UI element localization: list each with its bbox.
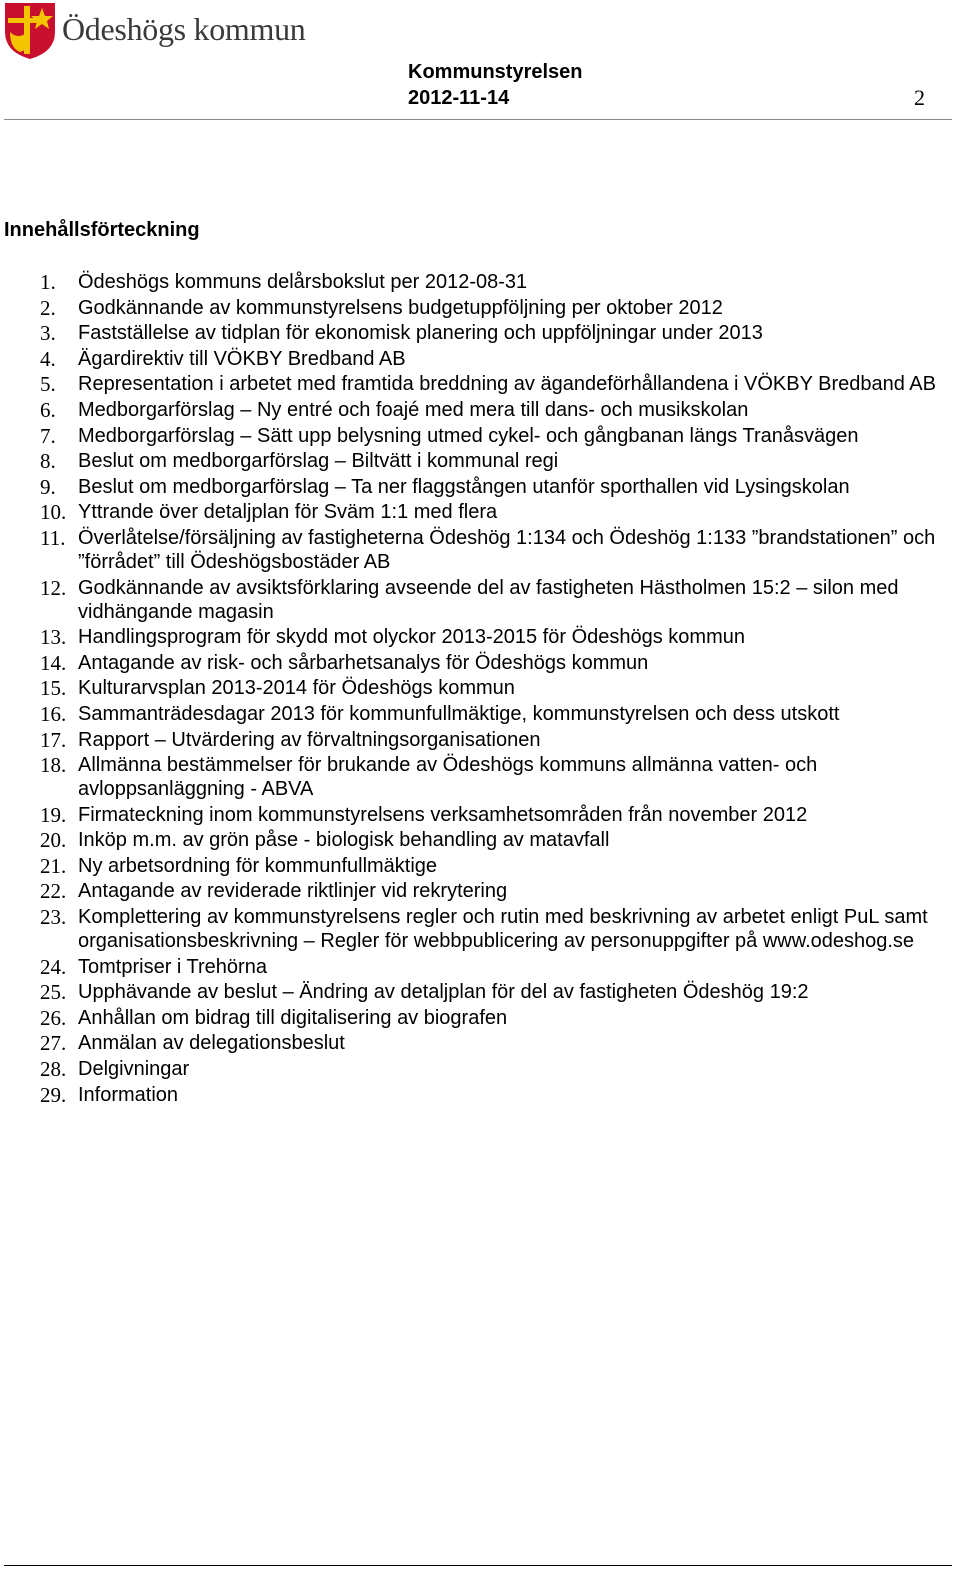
toc-item (0, 1031, 952, 1055)
toc-item-number: 25. (40, 980, 67, 1005)
toc-item-title: Yttrande över detaljplan för Sväm 1:1 med flera (78, 501, 498, 524)
toc-item-number: 23. (40, 905, 67, 930)
toc-item-number: 27. (40, 1031, 67, 1056)
toc-item (0, 424, 952, 448)
toc-item-title: Ägardirektiv till VÖKBY Bredband AB (78, 347, 406, 370)
toc-item-number: 4. (40, 346, 56, 371)
toc-item-number: 20. (40, 828, 67, 853)
toc-item-number: 11. (40, 525, 66, 550)
toc-item-number: 15. (40, 676, 67, 701)
toc-item-number: 28. (40, 1057, 67, 1082)
toc-item (0, 347, 952, 371)
toc-item-title: Medborgarförslag – Ny entré och foajé med mera till dans- och musikskolan (78, 398, 749, 421)
toc-item (0, 576, 952, 624)
toc-item (0, 702, 952, 726)
toc-item-title: Representation i arbetet med framtida breddning av ägandeförhållandena i VÖKBY Bredband AB (78, 373, 936, 396)
toc-item-title: Ny arbetsordning för kommunfullmäktige (78, 854, 438, 877)
toc-item-number: 8. (40, 449, 56, 474)
toc-item-title: Anmälan av delegationsbeslut (78, 1032, 345, 1055)
meeting-date: 2012-11-14 (408, 87, 510, 109)
toc-item-title: Beslut om medborgarförslag – Biltvätt i kommunal regi (78, 450, 559, 473)
toc-item (0, 449, 952, 473)
board-name: Kommunstyrelsen (408, 61, 583, 83)
header-divider (4, 119, 952, 120)
toc-item-number: 18. (40, 753, 67, 778)
toc-item-number: 17. (40, 727, 67, 752)
toc-item-number: 5. (40, 372, 56, 397)
toc-item-number: 19. (40, 802, 67, 827)
toc-item (0, 905, 952, 953)
toc-item-number: 3. (40, 321, 56, 346)
toc-item-title: Firmateckning inom kommunstyrelsens verksamhetsområden från november 2012 (78, 803, 808, 826)
toc-item (0, 321, 952, 345)
toc-item (0, 372, 952, 396)
toc-item (0, 296, 952, 320)
toc-item-number: 10. (40, 500, 67, 525)
toc-item (0, 398, 952, 422)
toc-item-title: Ödeshögs kommuns delårsbokslut per 2012-08-31 (78, 271, 528, 293)
toc-item (0, 828, 952, 852)
toc-item-title: Fastställelse av tidplan för ekonomisk planering och uppföljningar under 2013 (78, 322, 763, 345)
toc-item-title: Godkännande av kommunstyrelsens budgetuppföljning per oktober 2012 (78, 296, 723, 319)
toc-item-title: Godkännande av avsiktsförklaring avseende del av fastigheten Hästholmen 15:2 – silon med vidhängande magasin (78, 576, 899, 623)
org-name: Ödeshögs kommun (62, 11, 306, 47)
toc-item-number: 1. (40, 270, 56, 294)
toc-item-number: 29. (40, 1082, 67, 1107)
toc-item-number: 12. (40, 575, 67, 600)
toc-item-title: Allmänna bestämmelser för brukande av Ödeshögs kommuns allmänna vatten- och avloppsanläggning - ABVA (78, 754, 818, 801)
toc-item-number: 9. (40, 474, 56, 499)
toc-item (0, 526, 952, 574)
toc-item-number: 24. (40, 954, 67, 979)
toc-item-number: 22. (40, 879, 67, 904)
toc-item (0, 676, 952, 700)
toc-item-number: 14. (40, 650, 67, 675)
toc-item-title: Tomtpriser i Trehörna (78, 955, 267, 978)
toc-item (0, 728, 952, 752)
toc-item (0, 980, 952, 1004)
toc-item-title: Delgivningar (78, 1058, 190, 1081)
toc-item (0, 955, 952, 979)
toc-item-number: 21. (40, 853, 67, 878)
toc-item (0, 803, 952, 827)
toc-item-number: 26. (40, 1005, 67, 1030)
toc-item-title: Handlingsprogram för skydd mot olyckor 2013-2015 för Ödeshögs kommun (78, 626, 745, 649)
toc-item-title: Överlåtelse/försäljning av fastigheterna Ödeshög 1:134 och Ödeshög 1:133 ”brandstationen” och ”förrådet” till Ödeshögsbostäder AB (78, 526, 936, 573)
toc-heading: Innehållsförteckning (4, 219, 200, 241)
page-number: 2 (914, 85, 925, 110)
toc-item-title: Antagande av risk- och sårbarhetsanalys för Ödeshögs kommun (78, 651, 649, 674)
toc-item-number: 13. (40, 625, 67, 650)
toc-item (0, 475, 952, 499)
toc-item (0, 625, 952, 649)
toc-item (0, 1083, 952, 1107)
toc-item (0, 651, 952, 675)
toc-item-number: 7. (40, 423, 56, 448)
footer-divider (4, 1565, 952, 1566)
toc-item (0, 854, 952, 878)
toc-item (0, 753, 952, 801)
toc-item-title: Anhållan om bidrag till digitalisering av biografen (78, 1006, 508, 1029)
toc-item-title: Medborgarförslag – Sätt upp belysning utmed cykel- och gångbanan längs Tranåsvägen (78, 424, 859, 447)
toc-item (0, 879, 952, 903)
toc-item-title: Kulturarvsplan 2013-2014 för Ödeshögs kommun (78, 677, 515, 700)
toc-item-title: Upphävande av beslut – Ändring av detaljplan för del av fastigheten Ödeshög 19:2 (78, 981, 809, 1004)
page-header (0, 0, 960, 122)
toc-item (0, 270, 952, 294)
toc-item-title: Information (78, 1083, 179, 1106)
toc-item-number: 16. (40, 701, 67, 726)
toc-item-title: Inköp m.m. av grön påse - biologisk behandling av matavfall (78, 829, 610, 852)
toc-item-title: Komplettering av kommunstyrelsens regler och rutin med beskrivning av arbetet enligt PuL samt organisationsbeskrivning – Regler för webbpublicering av personuppgifter på www.odeshog.se (78, 906, 928, 953)
toc-item-title: Rapport – Utvärdering av förvaltningsorganisationen (78, 728, 541, 751)
toc-item-title: Antagande av reviderade riktlinjer vid rekrytering (78, 880, 508, 903)
municipal-coat-of-arms-icon (4, 2, 56, 60)
toc-item-title: Sammanträdesdagar 2013 för kommunfullmäktige, kommunstyrelsen och dess utskott (78, 702, 840, 725)
toc-list (0, 270, 952, 1108)
toc-item-number: 6. (40, 397, 56, 422)
toc-item-title: Beslut om medborgarförslag – Ta ner flaggstången utanför sporthallen vid Lysingskolan (78, 475, 850, 498)
toc-item-number: 2. (40, 295, 56, 320)
toc-item (0, 1057, 952, 1081)
toc-item (0, 1006, 952, 1030)
toc-item (0, 500, 952, 524)
